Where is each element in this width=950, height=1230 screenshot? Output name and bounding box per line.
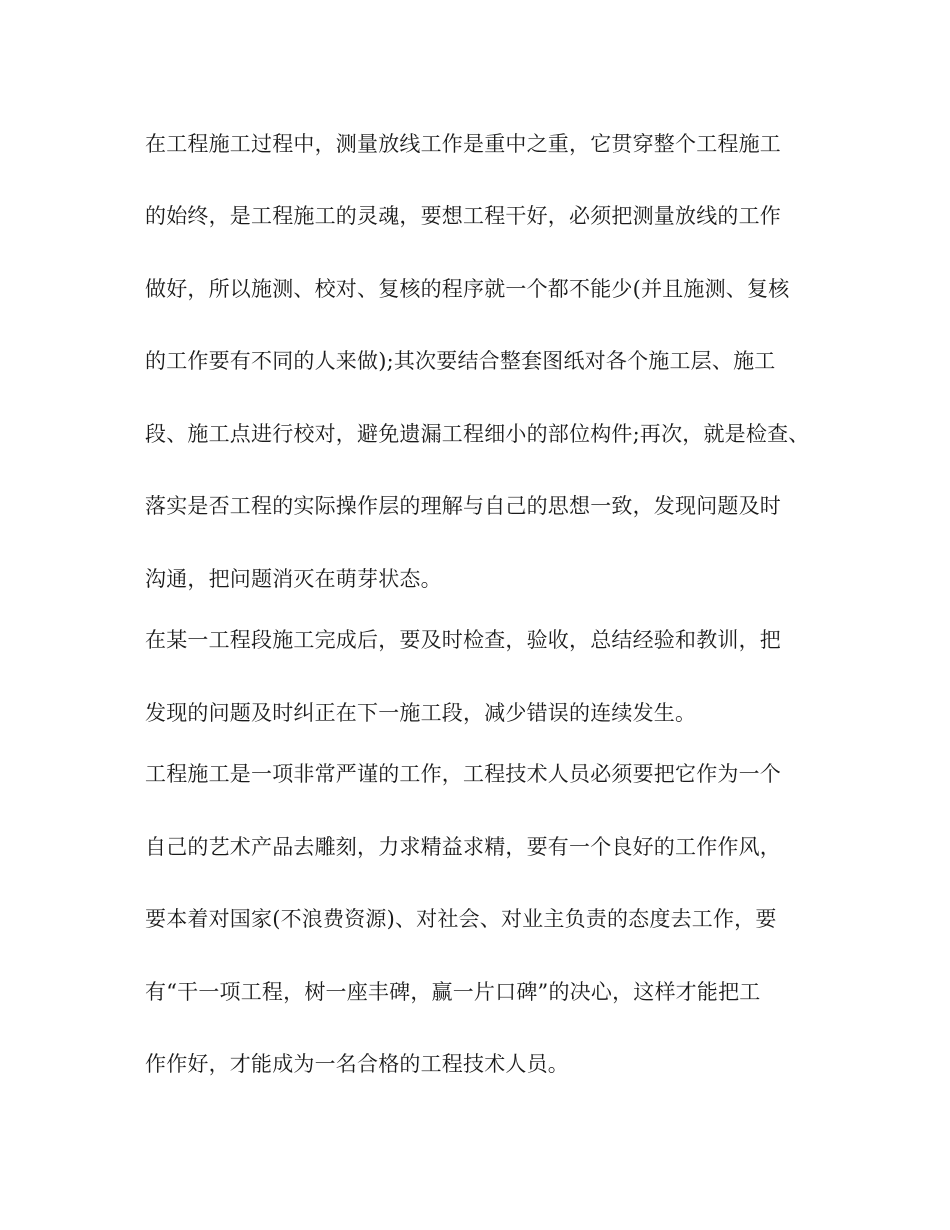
paragraph-3-line-3: 要本着对国家(不浪费资源)、对社会、对业主负责的态度去工作，要 [145,907,777,931]
paragraph-1-line-1: 在工程施工过程中，测量放线工作是重中之重，它贯穿整个工程施工 [145,132,781,156]
paragraph-1-line-2: 的始终，是工程施工的灵魂，要想工程干好，必须把测量放线的工作 [145,204,781,228]
paragraph-1-line-7: 沟通，把问题消灭在萌芽状态。 [145,567,442,591]
paragraph-3-line-2: 自己的艺术产品去雕刻，力求精益求精，要有一个良好的工作作风， [145,835,781,859]
paragraph-2-line-1: 在某一工程段施工完成后，要及时检查，验收，总结经验和教训，把 [145,628,781,652]
paragraph-1-line-6: 落实是否工程的实际操作层的理解与自己的思想一致，发现问题及时 [145,494,781,518]
paragraph-1-line-4: 的工作要有不同的人来做);其次要结合整套图纸对各个施工层、施工 [145,349,776,373]
paragraph-3-line-1: 工程施工是一项非常严谨的工作，工程技术人员必须要把它作为一个 [145,762,781,786]
paragraph-3-line-4: 有“干一项工程，树一座丰碑，赢一片口碑”的决心，这样才能把工 [145,980,761,1004]
paragraph-1-line-3: 做好，所以施测、校对、复核的程序就一个都不能少(并且施测、复核 [145,277,790,301]
paragraph-2-line-2: 发现的问题及时纠正在下一施工段，减少错误的连续发生。 [145,701,697,725]
paragraph-1-line-5: 段、施工点进行校对，避免遗漏工程细小的部位构件;再次，就是检查、 [145,422,810,446]
paragraph-3-line-5: 作作好，才能成为一名合格的工程技术人员。 [145,1052,569,1076]
